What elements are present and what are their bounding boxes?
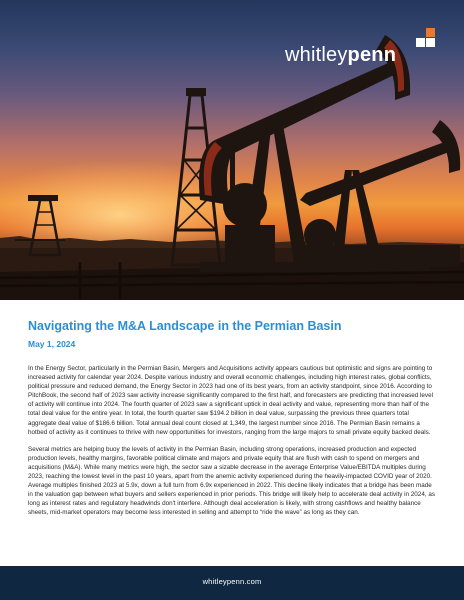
logo-text-regular: whitley xyxy=(285,44,348,66)
article-title: Navigating the M&A Landscape in the Permian Basin xyxy=(28,319,342,333)
paragraph: Several metrics are helping buoy the levels of activity in the Permian Basin, including strong operations, increased production and expected production levels, healthy margins, favorable political climate and majors and private equity that are flush with cash to spend on mergers and acquisitions (M&A). While many metrics were high, the sector saw a sizable decrease in the average Enterprise Value/EBITDA multiples during 2023, reaching the lowest level in the past 10 years, apart from the anemic activity experienced during the heavily-impacted COVID year of 2020. Average multiples finished 2023 at 5.9x, down a full turn from 6.9x experienced in 2022. This decline likely indicates that a bridge has been made in the valuation gap between what buyers and sellers experienced in prior periods. This bridge will likely help to accelerate deal activity in 2024, as long as interest rates and regulatory headwinds don't interfere. Although deal acceleration is likely, with strong cashflows and healthy balance sheets, mid-market operators may become less interested in selling and attempt to “ride the wave” as long as they can. xyxy=(28,445,435,517)
article-date: May 1, 2024 xyxy=(28,339,76,349)
footer-website-link[interactable]: whitleypenn.com xyxy=(202,577,262,586)
whitley-penn-logo[interactable] xyxy=(285,44,396,67)
paragraph: In the Energy Sector, particularly in the Permian Basin, Mergers and Acquisitions activity appears cautious but optimistic and signs are pointing to increased activity for calendar year 2024. Despite various industry and overall economic challenges, including high interest rates, global conflicts, political pressure and reduced demand, the Energy Sector in 2023 had one of its best years, from an activity standpoint, since 2016. According to PitchBook, the second half of 2023 saw activity increase significantly compared to the first half, and forecasters are predicting that increased level of activity will continue into 2024. The fourth quarter of 2023 saw a significant uptick in deal activity and value, representing more than half of the total deal value for the entire year. In total, the fourth quarter saw $194.2 billion in deal value, surpassing the previous three quarters total aggregate deal value of $186.6 billion. Total annual deal count closed at 1,349, the largest number since 2016. The Permian Basin remains a hotbed of activity as it continues to thrive with new opportunities for investors, ranging from the large majors to small private equity backed deals. xyxy=(28,365,433,436)
logo-text-bold: penn xyxy=(347,44,397,66)
logo-squares-icon xyxy=(416,28,438,52)
footer-bar xyxy=(0,566,464,600)
article-body xyxy=(28,364,438,526)
